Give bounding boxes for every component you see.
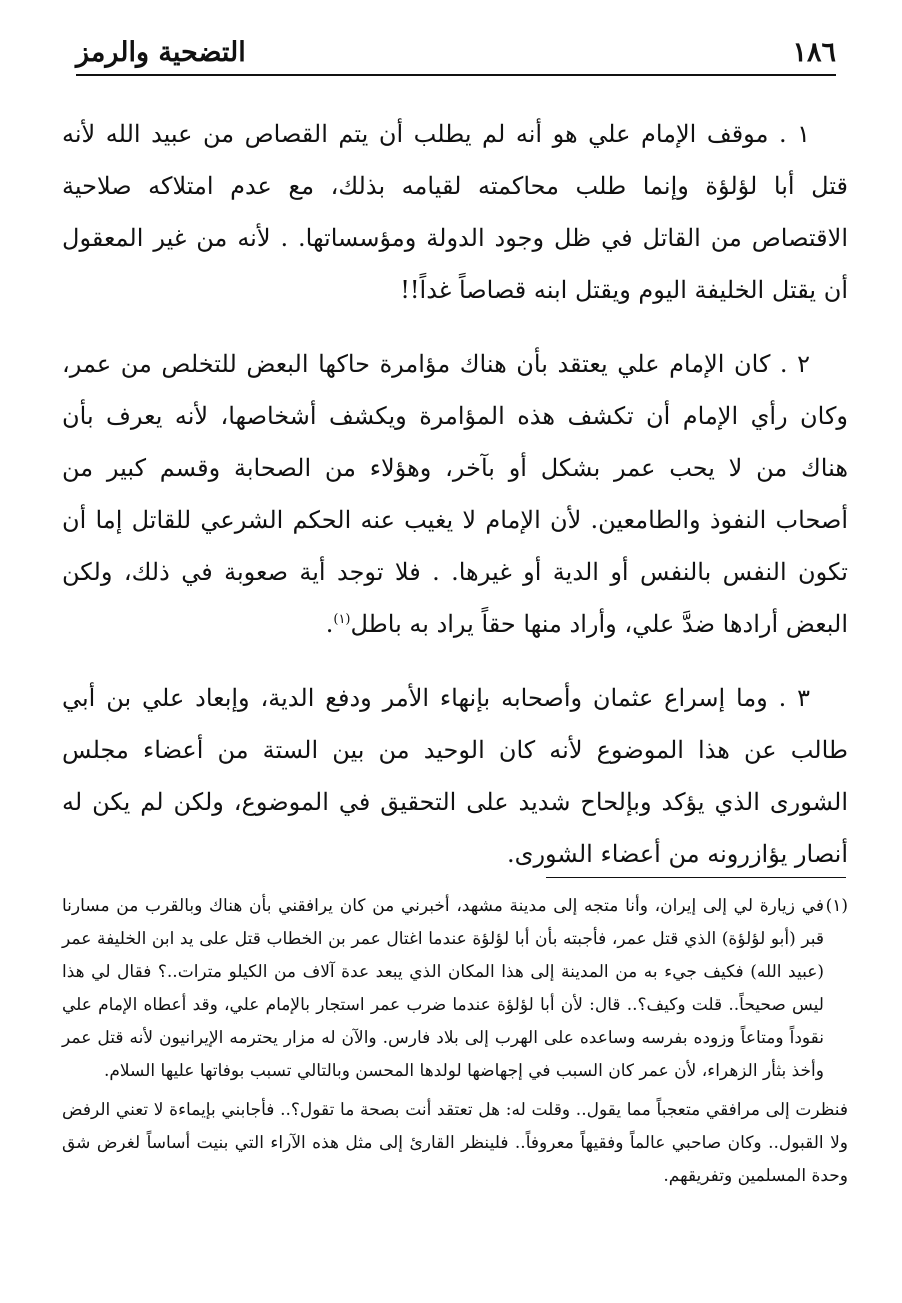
footnote-number: (١) xyxy=(825,896,848,916)
header-divider xyxy=(76,74,836,76)
page-header xyxy=(76,30,836,74)
paragraph-2-text: ٢ . كان الإمام علي يعتقد بأن هناك مؤامرة حاكها البعض للتخلص من عمر، وكان رأي الإمام أن تكشف هذه المؤامرة ويكشف أشخاصها، لأنه يعرف بأن هناك من لا يحب عمر بشكل أو بآخر، وهؤلاء من الصحابة وقسم كبير من أصحاب النفوذ والطامعين. لأن الإمام لا يغيب عنه الحكم الشرعي للقاتل إما أن تكون النفس بالنفس أو الدية أو غيرها. . فلا توجد أية صعوبة في ذلك، ولكن البعض أرادها ضدَّ علي، وأراد منها حقاً يراد به باطل xyxy=(62,350,849,638)
footnote-continuation: فنظرت إلى مرافقي متعجباً مما يقول.. وقلت له: هل تعتقد أنت بصحة ما تقول؟.. فأجابني بإيماءة لا تعني الرفض ولا القبول.. وكان صاحبي عالماً وفقيهاً معروفاً.. فلينظر القارئ إلى مثل هذه الآراء التي بنيت أساساً لغرض شق وحدة المسلمين وتفريقهم. xyxy=(62,1100,848,1186)
paragraph-1: ١ . موقف الإمام علي هو أنه لم يطلب أن يتم القصاص من عبيد الله لأنه قتل أبا لؤلؤة وإنما طلب محاكمته لقيامه بذلك، مع عدم امتلاكه صلاحية الاقتصاص من القاتل في ظل وجود الدولة ومؤسساتها. . لأنه من غير المعقول أن يقتل الخليفة اليوم ويقتل ابنه قصاصاً غداً!! xyxy=(62,120,848,304)
running-title: التضحية والرمز xyxy=(76,36,246,68)
footnote-text: في زيارة لي إلى إيران، وأنا متجه إلى مدينة مشهد، أخبرني من كان يرافقني بأن هناك وبالقرب من مسارنا قبر (أبو لؤلؤة) الذي قتل عمر، فأجبته بأن أبا لؤلؤة عندما اغتال عمر بن الخطاب قتل على يد ابن الخليفة عمر (عبيد الله) فكيف جيء به من المدينة إلى هذا المكان الذي يبعد عدة آلاف من الكيلو مترات..؟ فقال لي هذا ليس صحيحاً.. قلت وكيف؟.. قال: لأن أبا لؤلؤة عندما ضرب عمر استجار بالإمام علي، وقد أعطاه الإمام علي نقوداً ومتاعاً وزوده بفرسه وساعده على الهرب إلى بلاد فارس. والآن له مزار يحترمه الإيرانيون لأنه قتل عمر وأخذ بثأر الزهراء، لأن عمر كان السبب في إجهاضها لولدها المحسن وبالتالي تسبب بوفاتها عليها السلام. xyxy=(62,896,824,1081)
footnote-1 xyxy=(62,890,848,1088)
paragraph-2 xyxy=(62,338,848,650)
footnotes xyxy=(62,890,848,1193)
paragraph-2-end: . xyxy=(325,610,334,638)
main-text xyxy=(62,108,848,902)
page-number: ١٨٦ xyxy=(792,36,836,68)
paragraph-3: ٣ . وما إسراع عثمان وأصحابه بإنهاء الأمر ودفع الدية، وإبعاد علي بن أبي طالب عن هذا الموضوع لأنه كان الوحيد من بين الستة من أعضاء مجلس الشورى الذي يؤكد وبإلحاح شديد على التحقيق في الموضوع، ولكن لم يكن له أنصار يؤازرونه من أعضاء الشورى. xyxy=(62,684,848,868)
footnote-divider xyxy=(546,877,846,878)
footnote-reference: (١) xyxy=(333,612,351,627)
